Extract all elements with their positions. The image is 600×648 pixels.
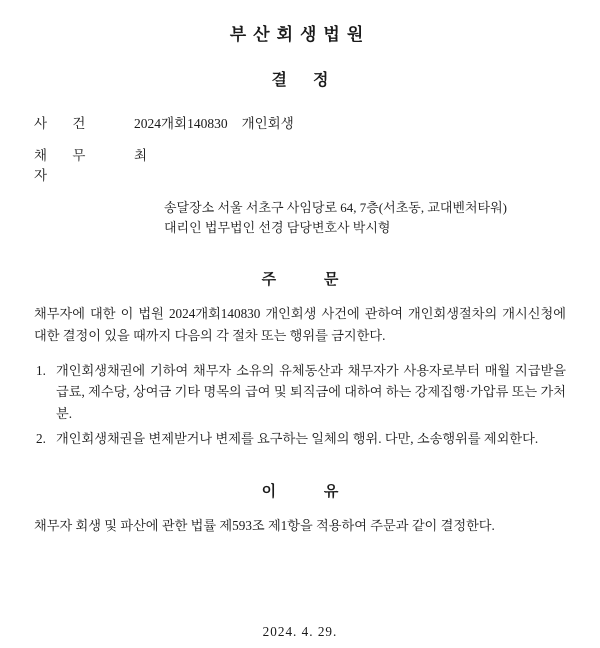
- list-item: [34, 428, 566, 449]
- document-page: [0, 20, 600, 648]
- case-number-label: 사 건: [34, 116, 97, 131]
- main-section-paragraph: 채무자에 대한 이 법원 2024개회140830 개인회생 사건에 관하여 개인회생절차의 개시신청에 대한 결정이 있을 때까지 다음의 각 절차 또는 행위를 금지한다.: [34, 306, 566, 343]
- court-title: 부산회생법원: [229, 25, 371, 44]
- decision-date: 2024. 4. 29.: [262, 624, 338, 639]
- list-item: [34, 360, 566, 424]
- case-number-text: 2024개회140830: [134, 116, 228, 131]
- list-item-number: 2.: [36, 431, 46, 447]
- list-item-text: 개인회생채권을 변제받거나 변제를 요구하는 일체의 행위. 다만, 소송행위를 제외한다.: [56, 431, 539, 447]
- list-item-text: 개인회생채권에 기하여 채무자 소유의 유체동산과 채무자가 사용자로부터 매월 지급받을 급료, 제수당, 상여금 기타 명목의 급여 및 퇴직금에 대하여 하는 강제집행·가압류 또는 가처분.: [56, 363, 566, 421]
- service-address-line: 송달장소 서울 서초구 사임당로 64, 7층(서초동, 교대벤처타워): [164, 200, 507, 215]
- debtor-label: 채 무 자: [34, 148, 97, 183]
- representative-line: 대리인 법무법인 선경 담당변호사 박시형: [164, 220, 391, 236]
- document-kind-title: 결정: [271, 72, 355, 89]
- service-address-block: [164, 198, 566, 238]
- reason-section-heading: 이 유: [261, 483, 361, 500]
- reason-section-paragraph: 채무자 회생 및 파산에 관한 법률 제593조 제1항을 적용하여 주문과 같이 결정한다.: [34, 517, 495, 533]
- prohibited-actions-list: [34, 360, 566, 450]
- case-fields: [34, 112, 566, 184]
- field-row: [34, 144, 566, 184]
- case-number-value: [134, 112, 566, 132]
- field-row: [34, 112, 566, 132]
- debtor-value: 최: [134, 148, 148, 163]
- list-item-number: 1.: [36, 363, 46, 379]
- case-type-text: 개인회생: [241, 116, 294, 131]
- main-section-heading: 주 문: [261, 272, 361, 289]
